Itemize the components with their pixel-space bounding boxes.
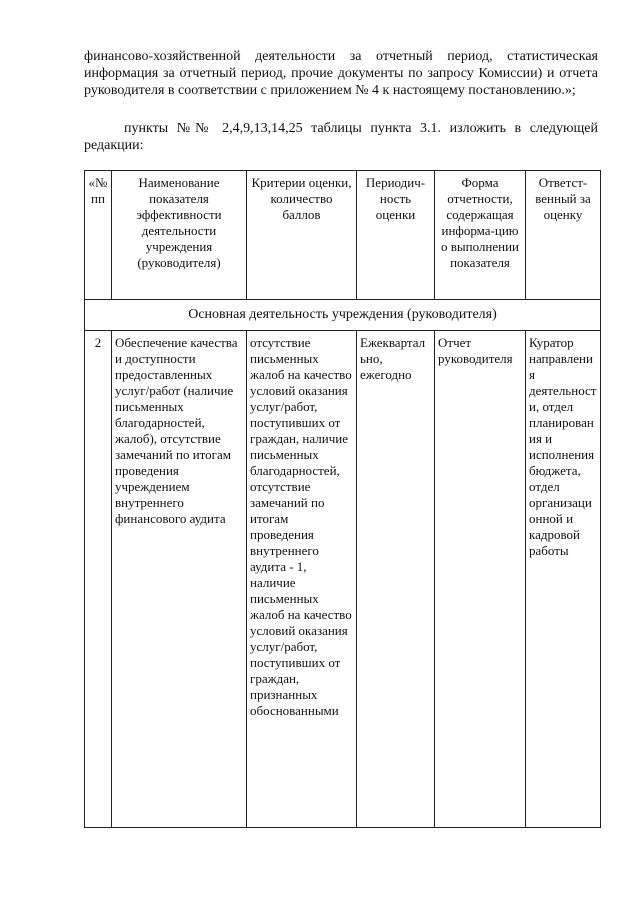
header-name: Наименование показателя эффективности деятельности учреждения (руководителя) (112, 171, 247, 300)
row-form: Отчет руководителя (435, 331, 526, 828)
indicators-table (84, 170, 601, 828)
header-responsible: Ответст-венный за оценку (526, 171, 601, 300)
section-row (85, 300, 601, 331)
row-responsible: Куратор направления деятельности, отдел планирования и исполнения бюджета, отдел организационной и кадровой работы (526, 331, 601, 828)
header-form: Форма отчетности, содержащая информа-цию о выполнении показателя (435, 171, 526, 300)
row-criteria: отсутствие письменных жалоб на качество условий оказания услуг/работ, поступивших от граждан, наличие письменных благодарностей, отсутствие замечаний по итогам проведения внутреннего аудита - 1, наличие письменных жалоб на качество условий оказания услуг/работ, поступивших от граждан, признанных обоснованными (247, 331, 357, 828)
table-header-row (85, 171, 601, 300)
row-num: 2 (85, 331, 112, 828)
intro-paragraph: финансово-хозяйственной деятельности за отчетный период, статистическая информация за отчетный период, прочие документы по запросу Комиссии) и отчета руководителя в соответствии с приложением № 4 к настоящему постановлению.»; (84, 49, 598, 98)
row-period: Ежеквартально, ежегодно (357, 331, 435, 828)
header-period: Периодич-ность оценки (357, 171, 435, 300)
header-criteria: Критерии оценки, количество баллов (247, 171, 357, 300)
row-name: Обеспечение качества и доступности предоставленных услуг/работ (наличие письменных благодарностей, жалоб), отсутствие замечаний по итогам проведения учреждением внутреннего финансового аудита (112, 331, 247, 828)
header-num: «№ пп (85, 171, 112, 300)
table-row (85, 331, 601, 828)
section-title: Основная деятельность учреждения (руководителя) (85, 300, 601, 331)
instruction-paragraph: пункты №№ 2,4,9,13,14,25 таблицы пункта 3.1. изложить в следующей редакции: (84, 121, 598, 153)
